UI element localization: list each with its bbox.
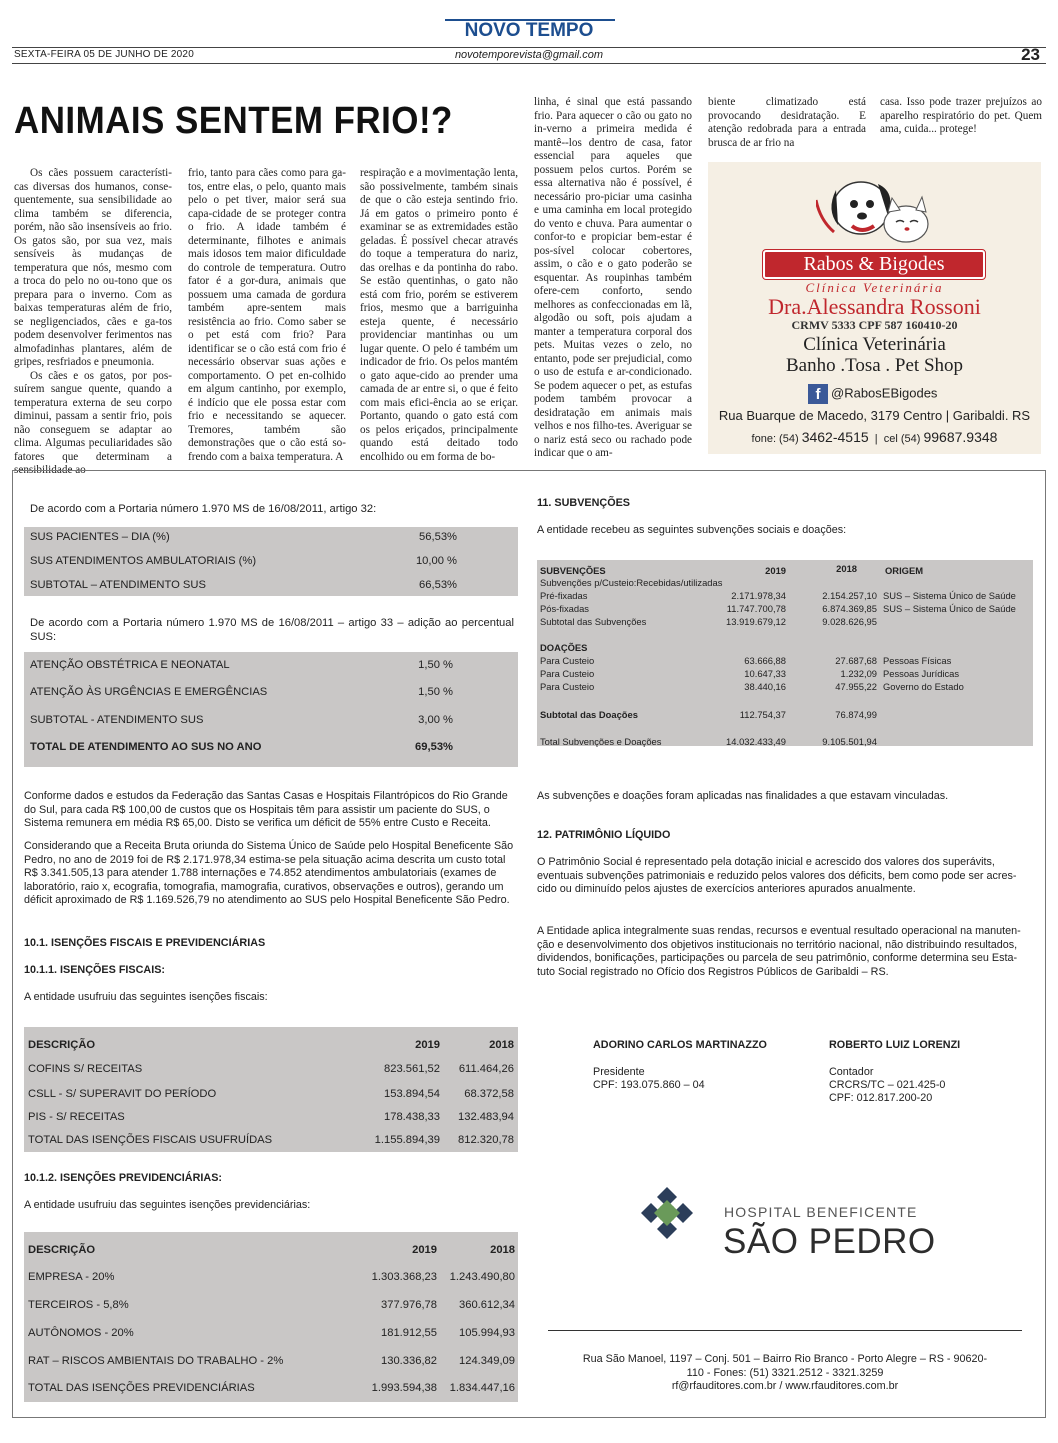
article-column-1: [14, 167, 172, 478]
signer-2-name: ROBERTO LUIZ LORENZI: [829, 1039, 961, 1051]
article-title: ANIMAIS SENTEM FRIO!?: [14, 100, 453, 142]
fiscal-row-2019: 153.894,54: [384, 1088, 440, 1100]
sus-add-row-value: 3,00 %: [418, 714, 453, 726]
subtotal-doacoes-label: Subtotal das Doações: [540, 709, 638, 720]
sus-row-value: 10,00 %: [415, 555, 457, 567]
sus-add-row-label: SUBTOTAL - ATENDIMENTO SUS: [30, 714, 204, 726]
ad-doctor-name: Dra.Alessandra Rossoni: [768, 294, 981, 319]
section-12-heading: 12. PATRIMÔNIO LÍQUIDO: [537, 829, 671, 841]
subv-row-origem: SUS – Sistema Único de Saúde: [883, 603, 1016, 614]
issue-date: SEXTA-FEIRA 05 DE JUNHO DE 2020: [14, 49, 194, 60]
sus-add-row-value: 1,50 %: [418, 659, 453, 671]
footer-rule: [548, 1330, 1022, 1331]
sus-row-label: SUBTOTAL – ATENDIMENTO SUS: [30, 579, 206, 591]
sus-total-label: TOTAL DE ATENDIMENTO AO SUS NO ANO: [30, 741, 262, 753]
header-rule: [12, 47, 1046, 48]
footer-address: Rua São Manoel, 1197 – Conj. 501 – Bairro Rio Branco - Porto Alegre – RS - 90620-: [582, 1353, 988, 1365]
sus-row-value: 56,53%: [419, 531, 457, 543]
section-10-1-2-heading: 10.1.2. ISENÇÕES PREVIDENCIÁRIAS:: [24, 1172, 222, 1184]
sus-total-value: 69,53%: [415, 741, 453, 753]
signer-2-role: Contador: [829, 1066, 874, 1078]
footer-phones: 110 - Fones: (51) 3321.2512 - 3321.3259: [686, 1366, 884, 1379]
federacao-paragraph: Conforme dados e estudos da Federação das Santas Casas e Hospitais Filantrópicos do Rio Grande do Sul, para cada R$ 100,00 de custos que os Hospitais têm para assistir um paciente do SUS, o Sistema remunera em média R$ 65,00. Disto se verifica um déficit de 55% entre Custo e Receita.: [24, 790, 508, 830]
sus-add-row-label: ATENÇÃO OBSTÉTRICA E NEONATAL: [30, 659, 230, 671]
fiscal-row-label: CSLL - S/ SUPERAVIT DO PERÍODO: [28, 1088, 217, 1100]
prev-row-2019: 377.976,78: [381, 1299, 437, 1311]
dog-and-cat-illustration: [816, 170, 936, 248]
ad-phone: 3462-4515: [801, 429, 869, 445]
fiscal-row-label: PIS - S/ RECEITAS: [28, 1111, 125, 1123]
fiscal-row-2019: 1.155.894,39: [374, 1134, 440, 1146]
ad-brand-subtitle: Clínica Veterinária: [805, 280, 944, 295]
doacao-row-origem: Pessoas Físicas: [883, 655, 952, 666]
receita-paragraph: Considerando que a Receita Bruta oriunda do Sistema Único de Saúde pelo Hospital Beneficente São Pedro, no ano de 2019 foi de R$ 2.171.978,34 estima-se pela situação acima descrita um custo total R$ 3.341.505,13 para atender 1.788 internações e 74.852 atendimentos ambulatoriais (exames de laboratório, raio x, ecografia, tomografia, mamografia, curativos, observações e outros), gerando um déficit aproximado de R$ 1.169.526,79 no atendimento ao SUS pelo Hospital Beneficente São Pedro.: [24, 840, 514, 907]
doacao-row-2019: 38.440,16: [744, 681, 786, 692]
prev-intro: A entidade usufruiu das seguintes isenções previdenciárias:: [24, 1199, 311, 1211]
prev-row-label: TERCEIROS - 5,8%: [28, 1299, 129, 1311]
subv-row-2019: 11.747.700,78: [726, 603, 786, 614]
fiscal-row-2018: 611.464,26: [458, 1063, 514, 1075]
subtotal-doacoes-2019: 112.754,37: [739, 709, 786, 720]
subv-row-label: Pós-fixadas: [540, 603, 589, 614]
subv-row-label: Subtotal das Subvenções: [540, 616, 647, 627]
subv-row-2019: 13.919.679,12: [726, 616, 786, 627]
sus-add-row-value: 1,50 %: [418, 686, 453, 698]
signer-1-name: ADORINO CARLOS MARTINAZZO: [593, 1039, 767, 1051]
vet-clinic-ad: [708, 162, 1041, 454]
ad-phone-label: fone: (54): [751, 433, 799, 445]
ad-facebook-handle: @RabosEBigodes: [831, 385, 938, 401]
doacao-row-2019: 63.666,88: [744, 655, 786, 666]
hospital-logo-icon: [641, 1187, 693, 1239]
signer-1-doc: CPF: 193.075.860 – 04: [593, 1079, 705, 1091]
article-paragraph: respiração e a movimentação lenta, são possivelmente, também sinais de que o cão esteja sentindo frio. Já em gatos o primeiro ponto é examinar se as extremidades estão geladas. É possível checar através do toque a temperatura do nariz, das orelhas e da pontinha do rabo. Se estão quentinhas, o gato não está com frio, porém se estiverem frios, mesmo que a barriguinha esteja quente, é necessário providenciar mantinhas ou um lugar quente. O pelo é também um indicador de frio. Os pelos mantém o gato aque-cido ao prender uma camada de ar entre si, o que é feito com mais efici-ência ao se eriçar. Portanto, quando o gato está com os pelos eriçados, principalmente quando está deitado todo encolhido ou em forma de bo-: [360, 167, 518, 463]
patrimonio-paragraph: O Patrimônio Social é representado pela dotação inicial e acrescido dos valores dos superávits, eventuais subvenções patrimoniais e reduzido pelos valores dos déficits, bem como pode ser acres-cido ou diminuído pelos ajustes de exercícios anteriores apurados anualmente.: [537, 856, 1017, 896]
fiscal-intro: A entidade usufruiu das seguintes isenções fiscais:: [24, 991, 268, 1003]
total-subv-2019: 14.032.433,49: [726, 736, 786, 747]
prev-row-label: RAT – RISCOS AMBIENTAIS DO TRABALHO - 2%: [28, 1355, 284, 1367]
signer-2-doc2: CPF: 012.817.200-20: [829, 1092, 933, 1104]
prev-row-2019: 1.993.594,38: [371, 1382, 437, 1394]
fiscal-row-label: COFINS S/ RECEITAS: [28, 1063, 143, 1075]
auditor-footer: [548, 1353, 1022, 1394]
subv-row-2018: 2.154.257,10: [822, 590, 877, 601]
fiscal-header-desc: DESCRIÇÃO: [28, 1039, 96, 1051]
doacao-row-2018: 1.232,09: [840, 668, 877, 679]
prev-row-label: TOTAL DAS ISENÇÕES PREVIDENCIÁRIAS: [28, 1382, 255, 1394]
subv-header-2018: 2018: [836, 563, 857, 574]
signer-2-doc1: CRCRS/TC – 021.425-0: [829, 1079, 946, 1091]
prev-row-label: EMPRESA - 20%: [28, 1271, 115, 1283]
header-email: novotemporevista@gmail.com: [454, 49, 604, 61]
aplica-paragraph: A Entidade aplica integralmente suas rendas, recursos e eventual resultado operacional na manuten-ção e desenvolvimento dos objetivos institucionais no território nacional, não distribuindo resultados, dividendos, bonificações, participações ou parcela de seu patrimônio, conforme determina seu Esta-tuto Social registrado no Ofício dos Registros Públicos de Garibaldi – RS.: [537, 925, 1021, 978]
doacao-row-2018: 27.687,68: [835, 655, 877, 666]
section-10-1-heading: 10.1. ISENÇÕES FISCAIS E PREVIDENCIÁRIAS: [24, 937, 266, 949]
doacao-row-origem: Pessoas Jurídicas: [883, 668, 960, 679]
sus-row-value: 66,53%: [419, 579, 457, 591]
ad-phones: fone: (54) 3462-4515 | cel (54) 99687.9348: [751, 429, 998, 445]
section-10-1-1-heading: 10.1.1. ISENÇÕES FISCAIS:: [24, 964, 166, 976]
facebook-icon: f: [808, 384, 828, 404]
fiscal-row-2018: 132.483,94: [458, 1111, 514, 1123]
subv-row-origem: SUS – Sistema Único de Saúde: [883, 590, 1016, 601]
prev-row-2018: 105.994,93: [459, 1327, 515, 1339]
subv-row-2019: 2.171.978,34: [731, 590, 786, 601]
fiscal-header-2019: 2019: [415, 1039, 440, 1051]
doacao-row-label: Para Custeio: [540, 655, 595, 666]
fiscal-header-2018: 2018: [489, 1039, 514, 1051]
prev-row-2018: 1.834.447,16: [449, 1382, 515, 1394]
fiscal-row-2018: 68.372,58: [464, 1088, 514, 1100]
prev-row-2018: 124.349,09: [459, 1355, 515, 1367]
ad-brand-banner: Rabos & Bigodes: [763, 250, 985, 279]
fiscal-row-2019: 178.438,33: [384, 1111, 440, 1123]
sus-row-label: SUS ATENDIMENTOS AMBULATORIAIS (%): [30, 555, 257, 567]
doacao-row-label: Para Custeio: [540, 681, 595, 692]
article-paragraph: Os cães possuem característi-cas diversas dos humanos, conse-quentemente, sua sensibilidade ao clima também se diferencia, porém, não são insensíveis ao frio. Os gatos são, por sua vez, mais sensíveis às mudanças de temperatura que nós, mesmo com a troca do pelo no ou-tono que os prepara para o inverno. Com as baixas temperaturas além de frio, se negligenciados, cães e ga-tos podem desenvolver ferimentos nas almofadinhas plantares, além de gripes, resfriados e pneumonia.: [14, 167, 172, 368]
article-paragraph: linha, é sinal que está passando frio. Para aquecer o cão ou gato no in-verno a primeira medida é mantê--los dentro de casa, fator essencial para aqueles que possuem pelos curtos. Porém se essa alternativa não é possível, é necessário pro-piciar uma casinha e uma caminha em local protegido do vento e chuva. Para aumentar o confor-to e propiciar bem-estar é pos-sível colocar cobertores, assim, o cão e o gato poderão se esquentar. As roupinhas também ofere-cem conforto, sendo melhores as confeccionadas em lã, algodão ou soft, pois ajudam a manter a temperatura corporal dos pets. Muitas vezes o zelo, no entanto, pode ser prejudicial, como o uso de estufa e ar-condicionado. Se podem aquecer o pet, as estufas podem também provocar a desidratação em animais mais velhos e nos filho-tes. Averiguar se o nariz está seco ou rachado pode indicar que o am-: [534, 96, 692, 459]
prev-table-bg: [24, 1232, 518, 1402]
footer-contact: rf@rfauditores.com.br / www.rfauditores.com.br: [671, 1380, 899, 1393]
prev-row-2018: 360.612,34: [459, 1299, 515, 1311]
section-11-heading: 11. SUBVENÇÕES: [537, 497, 631, 509]
subv-header-2019: 2019: [765, 565, 786, 576]
sus-row-label: SUS PACIENTES – DIA (%): [30, 531, 170, 543]
hospital-logo-name: SÃO PEDRO: [723, 1222, 936, 1261]
prev-header-2019: 2019: [412, 1244, 437, 1256]
ad-facebook: [808, 384, 937, 404]
prev-header-desc: DESCRIÇÃO: [28, 1244, 96, 1256]
article-column-3: [360, 167, 518, 464]
subv-intro: A entidade recebeu as seguintes subvenções sociais e doações:: [537, 524, 847, 536]
doacao-row-2018: 47.955,22: [835, 681, 877, 692]
prev-row-2019: 130.336,82: [381, 1355, 437, 1367]
subv-row-2018: 6.874.369,85: [822, 603, 877, 614]
article-column-6: [880, 96, 1042, 137]
header-bottom-rule: [12, 63, 1046, 64]
doacao-row-origem: Governo do Estado: [883, 681, 964, 692]
article-paragraph: biente climatizado está provocando desidratação. E atenção redobrada para a entrada brusca de ar frio na: [708, 96, 866, 149]
total-subv-2018: 9.105.501,94: [822, 736, 877, 747]
ad-services: Banho .Tosa . Pet Shop: [785, 355, 964, 376]
signer-1-role: Presidente: [593, 1066, 645, 1078]
doacoes-header: DOAÇÕES: [540, 642, 588, 653]
portaria-33-text: De acordo com a Portaria número 1.970 MS de 16/08/2011 – artigo 33 – adição ao percentual SUS:: [30, 617, 514, 643]
subv-row-label: Pré-fixadas: [540, 590, 588, 601]
prev-row-2019: 1.303.368,23: [371, 1271, 437, 1283]
fiscal-row-label: TOTAL DAS ISENÇÕES FISCAIS USUFRUÍDAS: [28, 1134, 273, 1146]
subv-note: As subvenções e doações foram aplicadas nas finalidades a que estavam vinculadas.: [537, 790, 949, 802]
doacao-row-label: Para Custeio: [540, 668, 595, 679]
ad-cel-label: cel (54): [883, 433, 921, 445]
subtotal-doacoes-2018: 76.874,99: [835, 709, 877, 720]
subv-header-origem: ORIGEM: [885, 565, 924, 576]
subv-subheader: Subvenções p/Custeio:Recebidas/utilizadas: [540, 577, 723, 588]
article-column-2: [188, 167, 346, 464]
article-paragraph: casa. Isso pode trazer prejuízos ao aparelho respiratório do pet. Quem ama, cuida... protege!: [880, 96, 1042, 135]
prev-header-2018: 2018: [490, 1244, 515, 1256]
article-paragraph: frio, tanto para cães como para ga-tos, entre elas, o pelo, quanto mais pelo o pet tiver, maior será sua capa-cidade de se proteger contra o frio. A idade também é determinante, filhotes e animais mais idosos tem maior dificuldade do controle de temperatura. Outro fator é a gor-dura, animais que possuem uma camada de gordura também apre-sentem mais resistência ao frio. Como saber se o pet está com frio? Para identificar se o cão está com frio é necessário observar suas ações e comportamento. O pet en-colhido em algum cantinho, por exemplo, é indício que ele possa estar com frio e necessitando se aquecer. Tremores, também são demonstrações que o cão está so-frendo com a baixa temperatura. A: [188, 167, 346, 463]
prev-row-2019: 181.912,55: [381, 1327, 437, 1339]
page-number: 23: [1021, 45, 1040, 64]
newspaper-name: NOVO TEMPO: [464, 20, 594, 41]
subv-row-2018: 9.028.626,95: [822, 616, 877, 627]
ad-crmv: CRMV 5333 CPF 587 160410-20: [791, 318, 958, 332]
fiscal-row-2019: 823.561,52: [384, 1063, 440, 1075]
article-column-4: [534, 96, 692, 461]
ad-clinic-type: Clínica Veterinária: [803, 334, 946, 355]
prev-row-2018: 1.243.490,80: [449, 1271, 515, 1283]
portaria-32-text: De acordo com a Portaria número 1.970 MS de 16/08/2011, artigo 32:: [30, 503, 377, 515]
fiscal-row-2018: 812.320,78: [458, 1134, 514, 1146]
subv-header-label: SUBVENÇÕES: [540, 565, 606, 576]
hospital-logo-top: HOSPITAL BENEFICENTE: [724, 1204, 918, 1220]
doacao-row-2019: 10.647,33: [744, 668, 786, 679]
article-paragraph: Os cães e os gatos, por pos-suírem sangue quente, quando a temperatura externa de seu corpo diminui, passam a sentir frio, pois não conseguem se adaptar ao clima. Algumas peculiaridades são fatores que determinam a sensibilidade ao: [14, 369, 172, 476]
ad-cel: 99687.9348: [923, 429, 998, 445]
total-subv-label: Total Subvenções e Doações: [540, 736, 662, 747]
ad-address: Rua Buarque de Macedo, 3179 Centro | Garibaldi. RS: [718, 408, 1031, 423]
sus-add-row-label: ATENÇÃO ÀS URGÊNCIAS E EMERGÊNCIAS: [30, 686, 268, 698]
article-column-5: [708, 96, 866, 150]
prev-row-label: AUTÔNOMOS - 20%: [28, 1327, 134, 1339]
